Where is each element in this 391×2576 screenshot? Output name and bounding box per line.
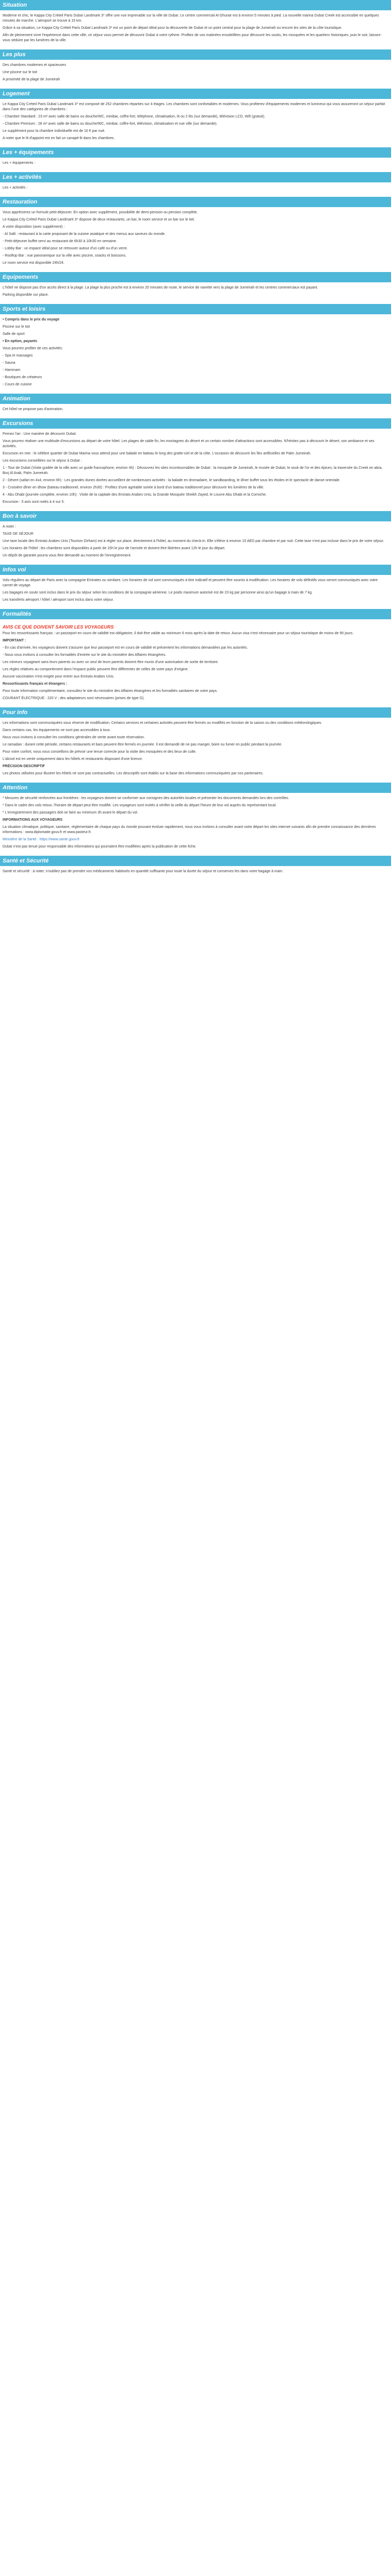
paragraph: Une taxe locale des Emirats Arabes Unis (Tourism Dirham) est à régler sur place, directement à l'hôtel, au moment du check-in. Elle s'élève à environ 15 AED par chambre et par nuit. Cette taxe n'est pas incluse dans le prix de votre séjour. [3, 539, 384, 543]
paragraph: Le Kappa City Créteil Paris Dubaï Landmark 3* est composé de 252 chambres réparties sur 4 étages. Les chambres sont confortables et modernes. Vous profiterez d'équipements modernes et lumineux qui vous assureront un séjour parfait dans l'une des catégories de chambres : [3, 103, 385, 111]
paragraph: Les bagages en soute sont inclus dans le prix du séjour selon les conditions de la compagnie aérienne. Le poids maximum autorisé est de 23 kg par personne ainsi qu'un bagage à main de 7 kg. [3, 591, 313, 595]
paragraph: IMPORTANT : [3, 639, 26, 642]
paragraph: 4 - Abu Dhabi (journée complète, environ 10h) : Visite de la capitale des Emirats Arabes Unis, la Grande Mosquée Sheikh Zayed, le Louvre Abu Dhabi et la Corniche. [3, 493, 267, 497]
paragraph: * Mesures de sécurité renforcées aux frontières : les voyageurs doivent se conformer aux consignes des autorités locales et présenter les documents demandés lors des contrôles. [3, 796, 289, 800]
paragraph: - Rooftop Bar : vue panoramique sur la ville avec piscine, snacks et boissons. [3, 254, 127, 258]
paragraph: Grâce à sa situation, Le Kappa City Créteil Paris Dubaï Landmark 3* est un point de départ idéal pour la découverte de Dubaï et un point central pour la plage de Jumeirah ou encore les sites de la côte touristique. [3, 26, 343, 30]
paragraph: * L'enregistrement des passagers doit se faire au minimum 3h avant le départ du vol. [3, 811, 138, 815]
paragraph: Vous apprécierez un formule petit-déjeuner. En option avec supplément, possibilité de demi-pension ou pension complète. [3, 211, 198, 214]
paragraph: - Petit-déjeuner buffet servi au restaurant de 6h30 à 10h30 en semaine. [3, 240, 117, 243]
paragraph: TAXE DE SÉJOUR [3, 532, 34, 536]
section-title-restauration: Restauration [0, 197, 391, 207]
paragraph: 1 - Tour de Dubaï (Visite guidée de la ville avec un guide francophone, environ 4h) : Découvrez les sites incontournables de Dubaï : la mosquée de Jumeirah, le musée de Dubaï, le souk de l'or et des épices, la traversée du Creek en abra, Burj Al Arab, Palm Jumeirah. [3, 466, 383, 475]
paragraph: A noter : [3, 525, 17, 529]
paragraph: Les transferts aéroport / hôtel / aéroport sont inclus dans votre séjour. [3, 598, 114, 602]
paragraph: Une piscine sur le toit [3, 71, 37, 74]
paragraph: Excursion : 5 avis sont notés à 4 sur 5. [3, 500, 65, 504]
paragraph: INFORMATIONS AUX VOYAGEURS [3, 818, 63, 822]
paragraph: COURANT ÉLECTRIQUE : 220 V ; des adaptateurs sont nécessaires (prises de type G). [3, 697, 145, 700]
paragraph: Aucune vaccination n'est exigée pour entrer aux Emirats Arabes Unis. [3, 675, 115, 679]
link[interactable]: Ministère de la Santé : https://www.sante.gouv.fr [3, 838, 80, 841]
paragraph: - Chambre Premium : 28 m² avec salle de bains ou douche/WC, minibar, coffre-fort, télévision, climatisation et vue ville (sur demande). [3, 122, 218, 126]
list-item: - Spa et massages [3, 354, 33, 358]
section-situation [0, 0, 391, 49]
paragraph: Nous vous invitons à consulter les conditions générales de vente avant toute réservation. [3, 736, 145, 739]
paragraph: Vous pourrez réaliser une multitude d'excursions au départ de votre hôtel. Les plages de sable fin, les montagnes du désert et un certain nombre d'attractions sont accessibles. N'hésitez pas à découvrir le désert, son ambiance et ses activités. [3, 439, 374, 448]
section-logement [0, 89, 391, 147]
section-title-formalites: Formalités [0, 609, 391, 619]
section-plus [0, 49, 391, 89]
section-title-equipements: Equipements [0, 272, 391, 282]
list-item: - Boutiques de créateurs [3, 376, 42, 379]
paragraph: Les mineurs voyageant sans leurs parents ou avec un seul de leurs parents doivent être munis d'une autorisation de sortie de territoire. [3, 660, 219, 664]
paragraph: Les photos utilisées pour illustrer les hôtels ne sont pas contractuelles. Les descriptifs sont établis sur la base des informations communiquées par nos partenaires. [3, 772, 264, 775]
section-attention [0, 783, 391, 856]
paragraph: - En cas d'arrivée, les voyageurs doivent s'assurer que leur passeport est en cours de validité et présentent les informations demandées par les autorités. [3, 646, 248, 650]
section-title-logement: Logement [0, 89, 391, 99]
paragraph: - Lobby Bar : un espace idéal pour se retrouver autour d'un café ou d'un verre. [3, 247, 128, 250]
section-title-sante: Santé et Sécurité [0, 856, 391, 866]
paragraph: Prenez l'air : Une manière de découvrir Dubaï. [3, 432, 77, 436]
paragraph: Les + équipements : [3, 161, 36, 165]
list-item: - Cours de cuisine [3, 383, 32, 386]
paragraph: PRÉCISION DESCRIPTIF [3, 765, 45, 768]
section-bon [0, 511, 391, 565]
section-title-equipements-list: Les + équipements [0, 147, 391, 158]
paragraph: Pour toute information complémentaire, consultez le site du ministère des Affaires étrangères et les formalités sanitaires de votre pays. [3, 689, 218, 693]
paragraph: Les informations sont communiquées sous réserve de modification. Certains services et certaines activités peuvent être fermés ou modifiés en fonction de la saison ou des conditions météorologiques. [3, 721, 322, 725]
paragraph: Parking disponible sur place. [3, 293, 49, 297]
section-info-vol [0, 565, 391, 609]
section-animation [0, 394, 391, 418]
paragraph: Cet hôtel ne propose pas d'animation. [3, 408, 63, 411]
paragraph: - Chambre Standard : 23 m² avec salle de bains ou douche/WC, minibar, coffre-fort, téléphone, climatisation, lit ou 2 lits (sur demande), télévision LCD, Wifi (gratuit). [3, 115, 266, 118]
paragraph: Un dépôt de garantie pourra vous être demandé au moment de l'enregistrement. [3, 554, 132, 557]
section-title-info-vol: Infos vol [0, 565, 391, 575]
section-title-excursions: Excursions [0, 418, 391, 429]
paragraph: 3 - Croisière dîner en dhow (bateau traditionnel, environ 2h30) : Profitez d'une agréable soirée à bord d'un bateau traditionnel pour découvrir les lumières de la ville. [3, 486, 264, 489]
section-title-plus: Les plus [0, 49, 391, 60]
paragraph: L'hôtel ne dispose pas d'un accès direct à la plage. La plage la plus proche est à environ 20 minutes de route, le service de navette vers la plage de Jumeirah et les centres commerciaux est payant. [3, 286, 318, 290]
paragraph: Afin de pleinement vivre l'expérience dans cette ville, ce séjour vous permet de découvrir Dubaï à votre rythme. Profitez de vos matinées ensoleillées pour découvrir les souks, les mosquées et les quartiers historiques, puis le soir, laissez-vous séduire par les lumières de la ville. [3, 33, 382, 42]
list-item: Piscine sur le toit [3, 325, 30, 329]
paragraph: * Dans le cadre des vols retour, l'horaire de départ peut être modifié. Les voyageurs sont invités à vérifier la veille du départ l'heure de leur vol auprès du représentant local. [3, 804, 277, 807]
list-heading: • Compris dans le prix du voyage [3, 318, 60, 321]
paragraph: Le Kappa City Créteil Paris Dubaï Landmark 3* dispose de deux restaurants, un bar, le room service et un bar sur le toit. [3, 218, 195, 222]
paragraph: Les règles relatives au comportement dans l'espace public peuvent être différentes de celles de votre pays d'origine. [3, 668, 189, 671]
section-excursions [0, 418, 391, 511]
warning-heading: AVIS CE QUE DOIVENT SAVOIR LES VOYAGEURS [3, 624, 114, 630]
section-restauration [0, 197, 391, 272]
paragraph: Dans certains cas, les équipements ne sont pas accessibles à tous. [3, 728, 111, 732]
paragraph: Le room service est disponible 24h/24. [3, 261, 64, 265]
paragraph: Vols réguliers au départ de Paris avec la compagnie Emirates ou similaire. Les horaires de vol sont communiqués à titre indicatif et peuvent être soumis à modification. Les horaires de vols définitifs vous seront communiqués avec votre carnet de voyage. [3, 579, 378, 587]
section-pour-info [0, 707, 391, 783]
paragraph: A votre disposition (avec supplément) : [3, 225, 65, 229]
paragraph: Santé et sécurité : à noter, n'oubliez pas de prendre vos médicaments habituels en quantité suffisante pour toute la durée du séjour et conservez-les dans votre bagage à main. [3, 870, 284, 873]
section-title-animation: Animation [0, 394, 391, 404]
section-activites-list [0, 172, 391, 197]
paragraph: - Nous vous invitons à consulter les formalités d'entrée sur le site du ministère des Affaires étrangères. [3, 653, 167, 657]
paragraph: Ressortissants français et étrangers : [3, 682, 68, 686]
section-equipements-list [0, 147, 391, 172]
section-title-situation: Situation [0, 0, 391, 10]
paragraph: - Al Salli : restaurant à la carte proposant de la cuisine asiatique et des menus aux saveurs du monde. [3, 232, 166, 236]
list-heading: • En option, payants [3, 340, 38, 343]
paragraph: A noter que le lit d'appoint est en fait un canapé-lit dans les chambres. [3, 137, 115, 140]
paragraph: Les horaires de l'hôtel : les chambres sont disponibles à partir de 15h le jour de l'arrivée et doivent être libérées avant 12h le jour du départ. [3, 547, 225, 550]
paragraph: Les + activités : [3, 186, 28, 190]
list-item: Vous pourrez profiter de ces activités: [3, 347, 63, 350]
section-title-activites-list: Les + activités [0, 172, 391, 182]
section-formalites [0, 609, 391, 707]
list-item: - Sauna [3, 361, 15, 365]
section-sante [0, 856, 391, 880]
paragraph: Dubaï n'est pas tenue pour responsable des informations qui pourraient être modifiées après la publication de cette fiche. [3, 845, 197, 849]
list-item: Salle de sport [3, 332, 25, 336]
paragraph: Pour les ressortissants français : un passeport en cours de validité est obligatoire, il doit être valide au minimum 6 mois après la date de retour. Aucun visa n'est nécessaire pour un séjour touristique de moins de 90 jours. [3, 632, 354, 635]
paragraph: 2 - Désert (safari en 4x4, environ 6h) : Les grandes dunes dorées accueillent de nombreuses activités : la balade en dromadaire, le sandboarding, le dîner buffet sous les étoiles et le spectacle de danse orientale. [3, 479, 340, 482]
paragraph: Les excursions conseillées sur le séjour à Dubaï : [3, 459, 82, 463]
paragraph: Le supplément pour la chambre individuelle est de 10 € par nuit. [3, 129, 105, 133]
paragraph: Moderne et chic, le Kappa City Créteil Paris Dubaï Landmark 3* offre une vue imprenable sur la ville de Dubaï. Le centre commercial Al Ghurair est à environ 5 minutes à pied. La nouvelle marina Dubaï Creek est accessible en quelques minutes de marche. L'aéroport se trouve à 15 km. [3, 14, 379, 23]
paragraph: Excursion en mer : le célèbre quartier de Dubaï Marina vous attend pour une balade en bateau le long des gratte-ciel et de la côte. L'occasion de découvrir les îles artificielles de Palm Jumeirah. [3, 452, 312, 455]
paragraph: L'alcool est en vente uniquement dans les hôtels et restaurants disposant d'une licence. [3, 757, 143, 761]
paragraph: A proximité de la plage de Jumeirah [3, 78, 60, 81]
paragraph: La situation climatique, politique, sanitaire, réglementaire de chaque pays du monde pouvant évoluer rapidement, nous vous invitons à consulter avant votre départ les sites internet suivants afin de prendre connaissance des dernières informations : www.diplomatie.gouv.fr et www.pasteur.fr. [3, 825, 376, 834]
paragraph: Des chambres modernes et spacieuses [3, 63, 66, 67]
section-title-bon: Bon à savoir [0, 511, 391, 521]
section-sports [0, 304, 391, 394]
section-title-pour-info: Pour info [0, 707, 391, 718]
section-equipements [0, 272, 391, 304]
section-title-sports: Sports et loisirs [0, 304, 391, 314]
list-item: - Hammam [3, 368, 21, 372]
paragraph: Le ramadan : durant cette période, certains restaurants et bars peuvent être fermés en journée. Il est demandé de ne pas manger, boire ou fumer en public pendant la journée. [3, 743, 283, 747]
paragraph: Pour votre confort, nous vous conseillons de prévoir une tenue correcte pour la visite des mosquées et des lieux de culte. [3, 750, 197, 754]
section-title-attention: Attention [0, 783, 391, 793]
